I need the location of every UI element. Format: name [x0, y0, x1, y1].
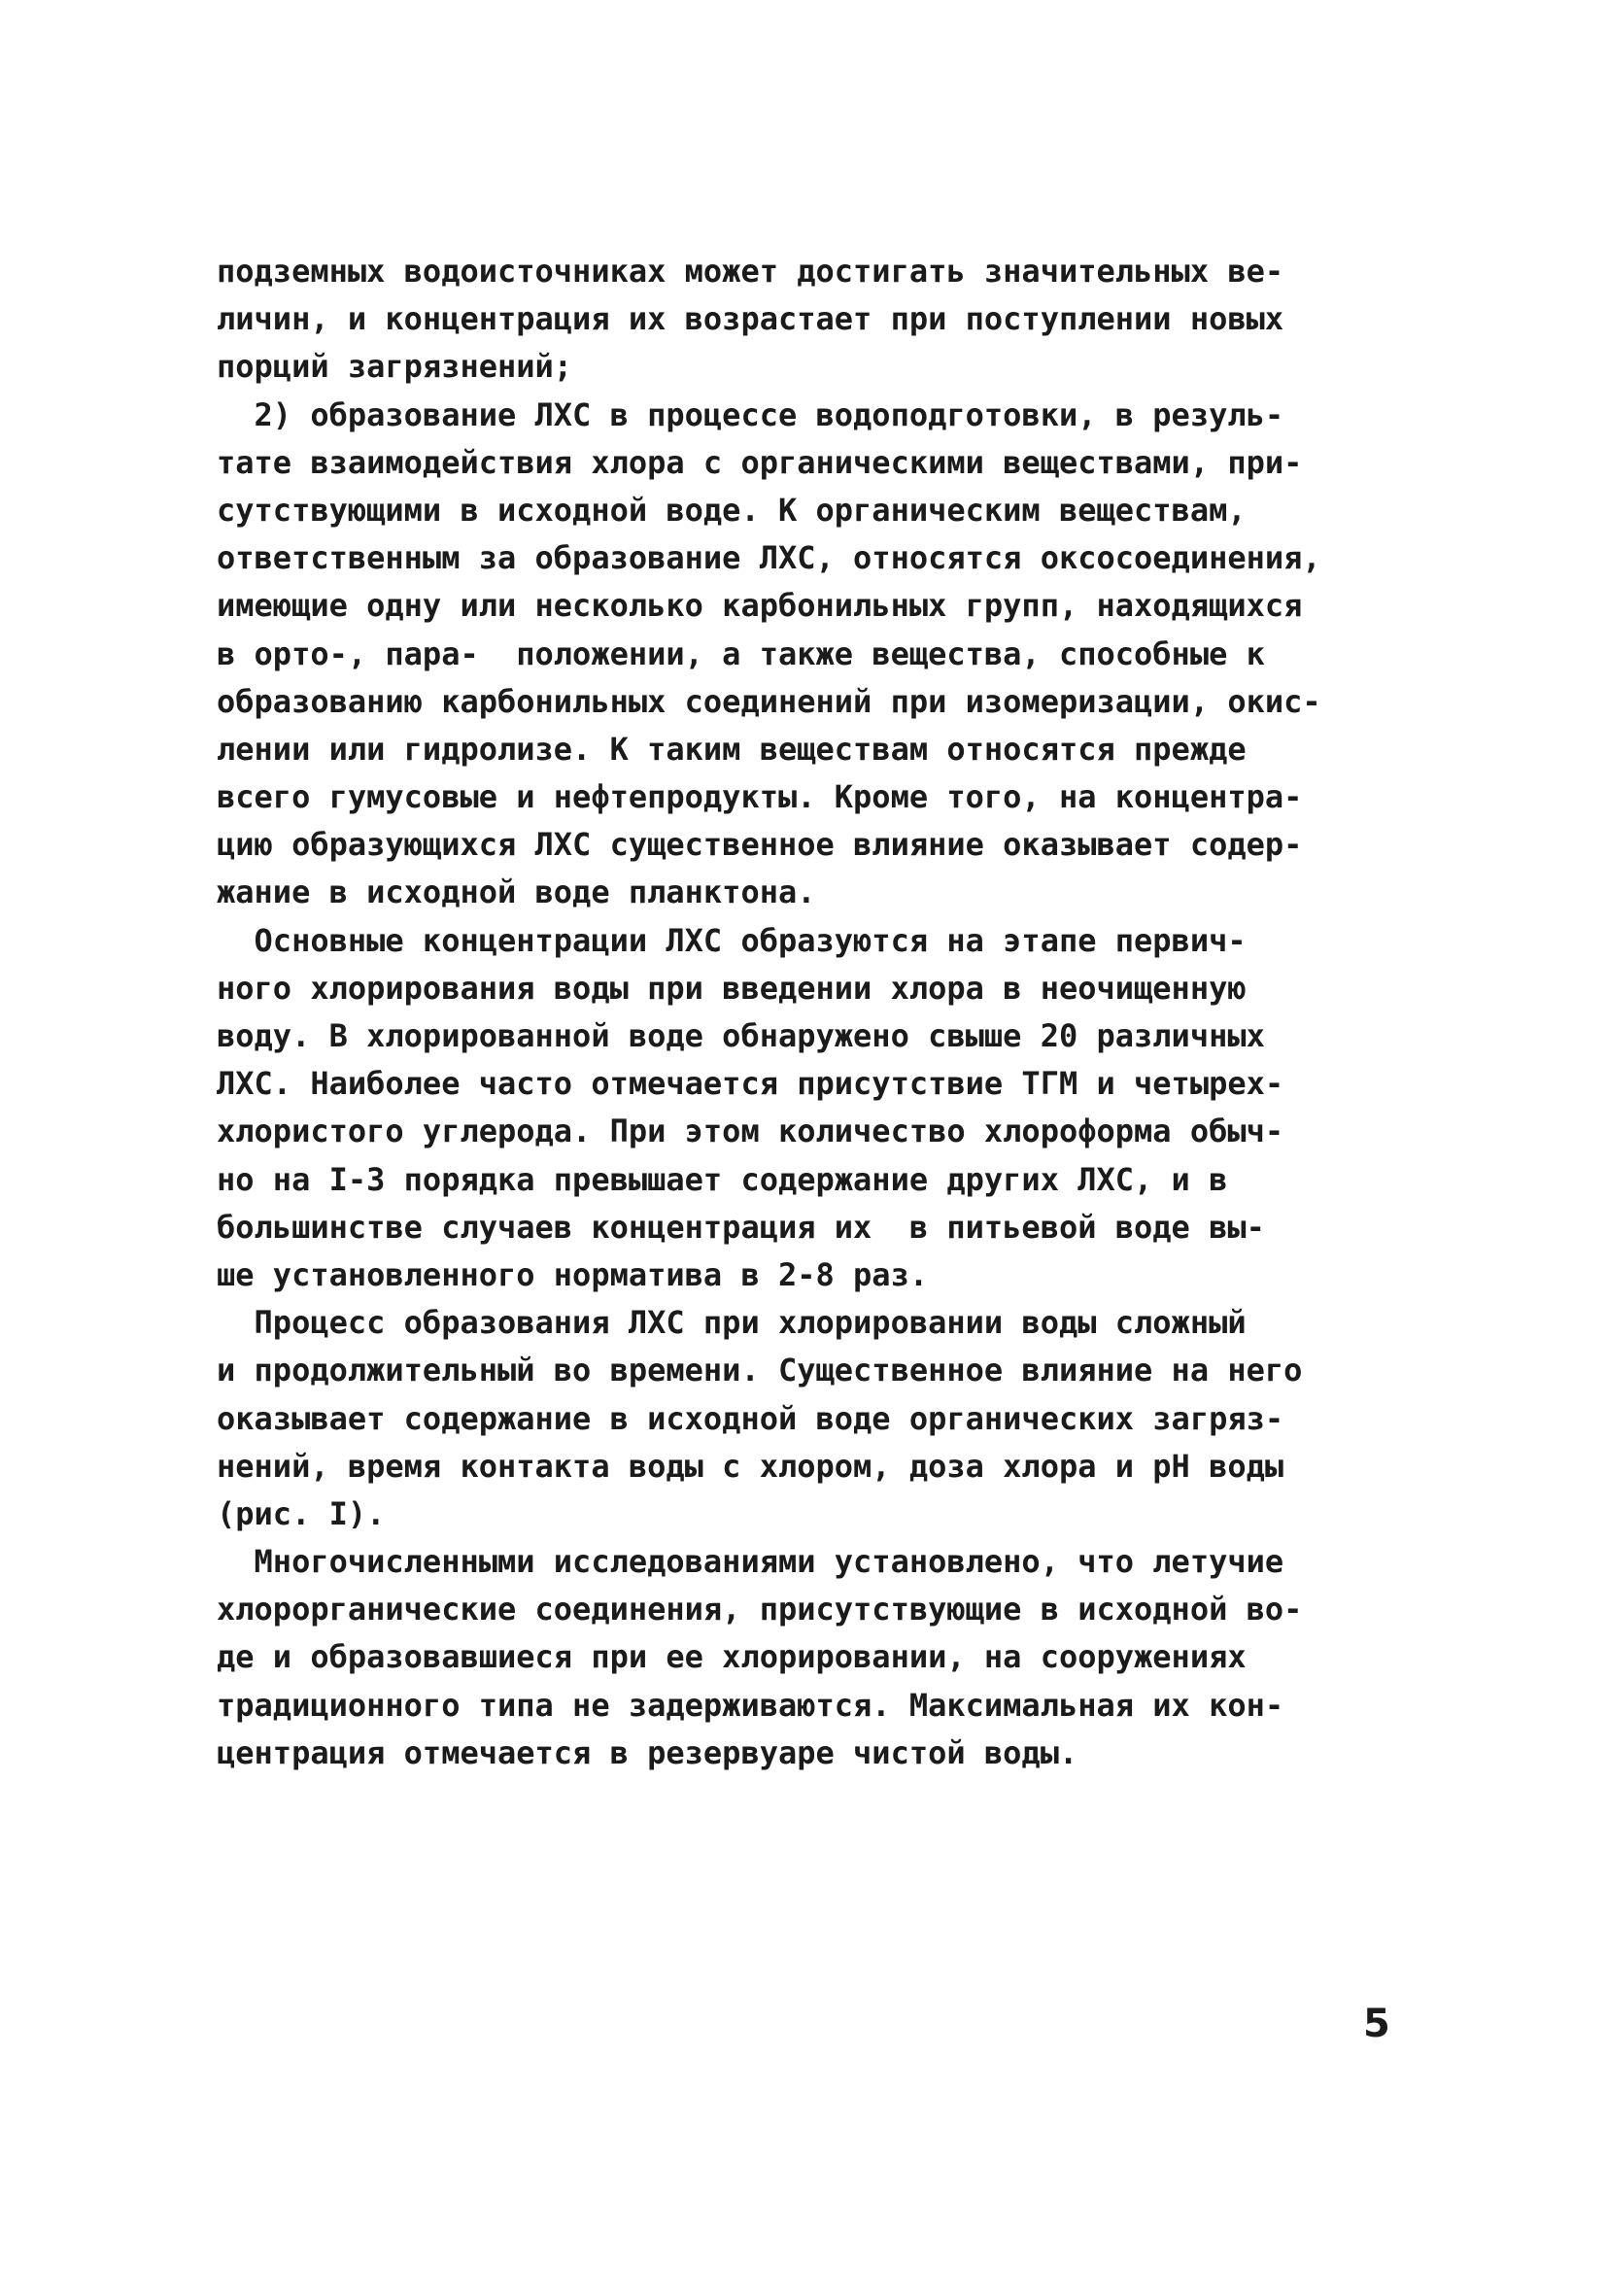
text-line: цию образующихся ЛХС существенное влияние оказывает содер- — [217, 826, 1303, 864]
text-line: Многочисленными исследованиями установлено, что летучие — [217, 1543, 1284, 1581]
text-line: но на I-3 порядка превышает содержание других ЛХС, и в — [217, 1160, 1228, 1198]
text-line: ЛХС. Наиболее часто отмечается присутствие ТГМ и четырех- — [217, 1065, 1284, 1103]
text-line: порций загрязнений; — [217, 348, 573, 386]
text-line: всего гумусовые и нефтепродукты. Кроме того, на концентра- — [217, 778, 1303, 816]
text-line: хлорорганические соединения, присутствующие в исходной во- — [217, 1591, 1303, 1628]
text-line: в орто-, пара- положении, а также вещества, способные к — [217, 634, 1265, 672]
page-number: 5 — [1363, 2002, 1390, 2046]
text-line: жание в исходной воде планктона. — [217, 874, 816, 911]
text-line: 2) образование ЛХС в процессе водоподготовки, в резуль- — [217, 395, 1284, 433]
text-line: образованию карбонильных соединений при изомеризации, окис- — [217, 682, 1321, 720]
text-line: ше установленного норматива в 2-8 раз. — [217, 1255, 929, 1293]
text-line: (рис. I). — [217, 1494, 386, 1532]
text-line: Процесс образования ЛХС при хлорировании воды сложный — [217, 1304, 1247, 1342]
text-line: Основные концентрации ЛХС образуются на этапе первич- — [217, 921, 1247, 959]
text-line: ного хлорирования воды при введении хлора в неочищенную — [217, 969, 1247, 1007]
text-line: тате взаимодействия хлора с органическими веществами, при- — [217, 443, 1303, 481]
text-line: де и образовавшиеся при ее хлорировании, на сооружениях — [217, 1638, 1247, 1676]
text-line: оказывает содержание в исходной воде органических загряз- — [217, 1399, 1284, 1437]
text-line: лении или гидролизе. К таким веществам относятся прежде — [217, 730, 1247, 768]
text-line: и продолжительный во времени. Существенное влияние на него — [217, 1352, 1303, 1389]
text-line: сутствующими в исходной воде. К органическим веществам, — [217, 491, 1247, 529]
text-line: большинстве случаев концентрация их в питьевой воде вы- — [217, 1208, 1265, 1246]
text-line: хлористого углерода. При этом количество хлороформа обыч- — [217, 1113, 1284, 1150]
text-line: традиционного типа не задерживаются. Максимальная их кон- — [217, 1686, 1284, 1724]
text-line: воду. В хлорированной воде обнаружено свыше 20 различных — [217, 1017, 1265, 1054]
text-line: подземных водоисточниках может достигать значительных ве- — [217, 253, 1284, 290]
text-line: нений, время контакта воды с хлором, доза хлора и pH воды — [217, 1447, 1284, 1485]
text-line: имеющие одну или несколько карбонильных групп, находящихся — [217, 587, 1303, 625]
text-line: центрация отмечается в резервуаре чистой воды. — [217, 1733, 1078, 1771]
body-text — [217, 248, 1392, 1777]
text-line: личин, и концентрация их возрастает при поступлении новых — [217, 300, 1284, 338]
text-line: ответственным за образование ЛХС, относятся оксосоединения, — [217, 539, 1321, 577]
